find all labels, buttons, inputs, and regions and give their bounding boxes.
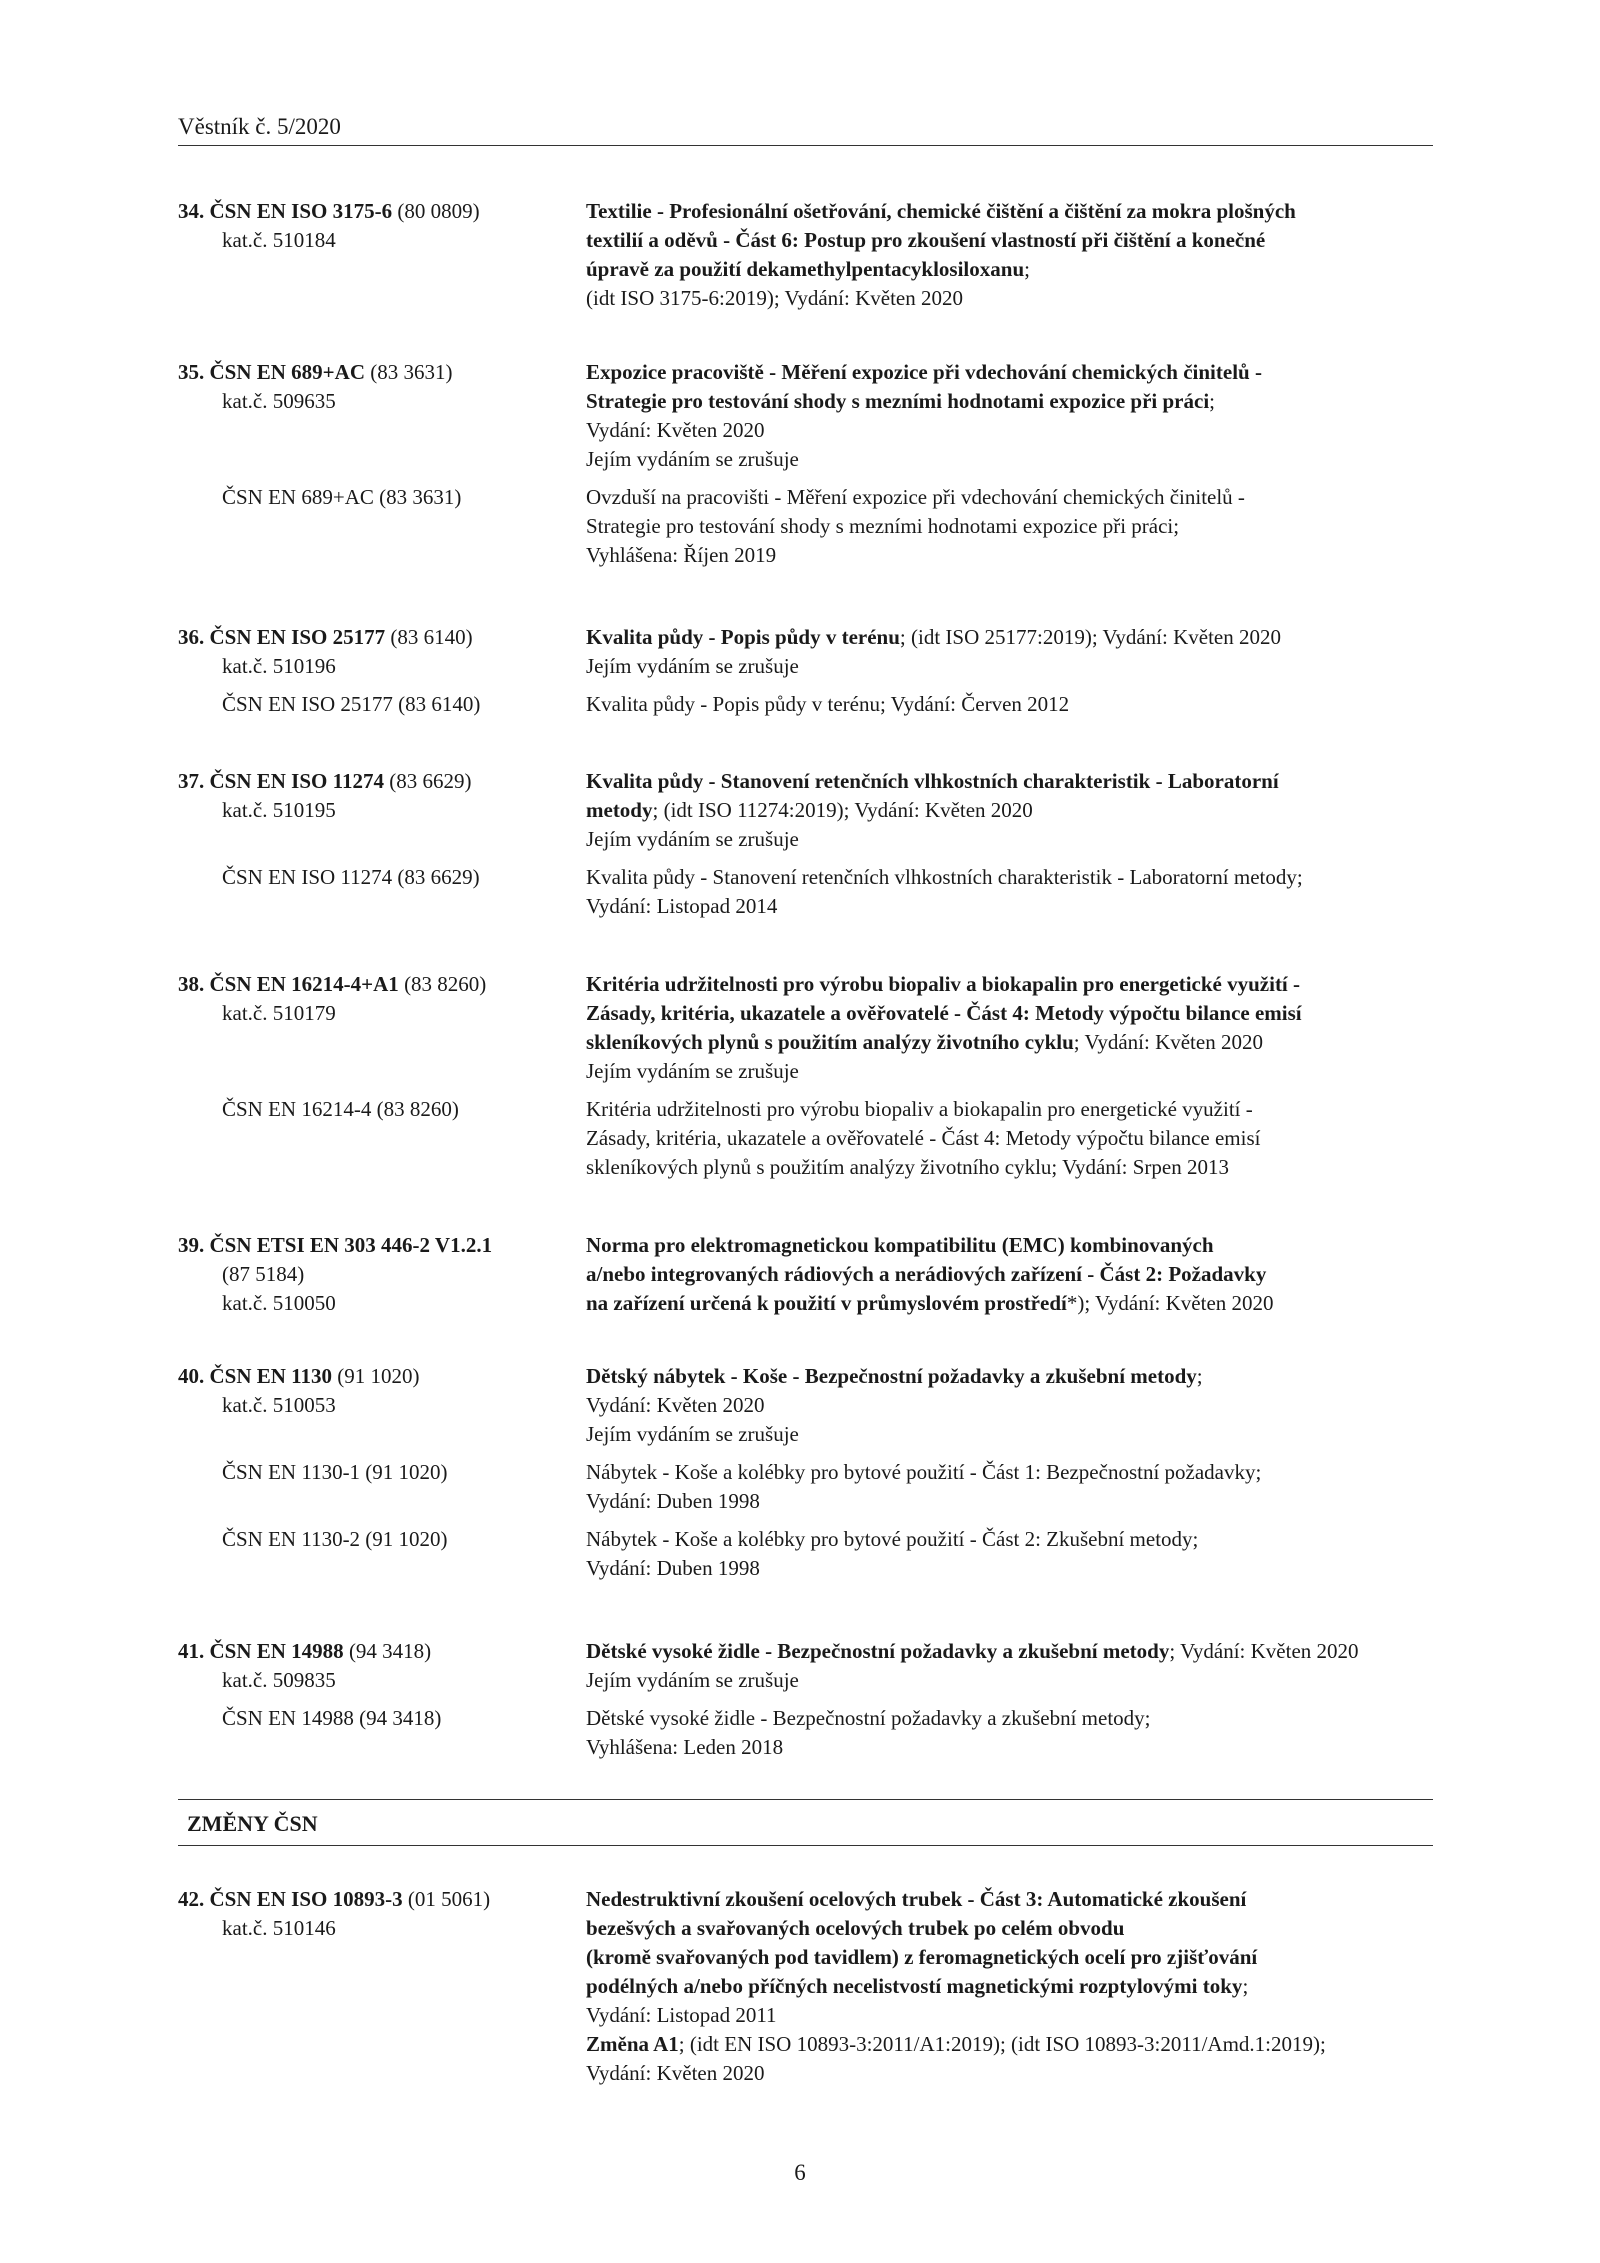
cancelled-standard-code: ČSN EN 1130-1 (91 1020) bbox=[222, 1460, 448, 1484]
entry-42: 42. ČSN EN ISO 10893-3 (01 5061) kat.č. 510146 Nedestruktivní zkoušení ocelových trubek - Část 3: Automatické zkoušení bezešvých a svařovaných ocelových trubek po celém obvodu (kromě svařovaných pod tavidlem) z feromagnetických ocelí pro zjišťování podélných a/nebo příčných necelistvostí magnetickými rozptylovými toky; Vydání: Listopad 2011 Změna A1; (idt EN ISO 10893-3:2011/A1:2019); (idt ISO 10893-3:2011/Amd.1:2019); Vydání: Květen 2020 bbox=[178, 1885, 1438, 2088]
cancelled-standard-title: Nábytek - Koše a kolébky pro bytové použití - Část 2: Zkušební metody; bbox=[586, 1527, 1199, 1551]
standard-title: bezešvých a svařovaných ocelových trubek po celém obvodu bbox=[586, 1916, 1125, 1940]
standard-title: Kritéria udržitelnosti pro výrobu biopaliv a biokapalin pro energetické využití - bbox=[586, 972, 1301, 996]
standard-title: Expozice pracoviště - Měření expozice při vdechování chemických činitelů - bbox=[586, 360, 1262, 384]
cancels-label: Jejím vydáním se zrušuje bbox=[586, 1422, 799, 1446]
cancelled-standard-title: Strategie pro testování shody s mezními hodnotami expozice při práci; bbox=[586, 514, 1180, 538]
classification: (80 0809) bbox=[392, 199, 480, 223]
issue-date: Vydání: Listopad 2011 bbox=[586, 2003, 777, 2027]
standard-code: ČSN EN 689+AC bbox=[209, 360, 365, 384]
cancelled-standard-title: Zásady, kritéria, ukazatele a ověřovatelé - Část 4: Metody výpočtu bilance emisí bbox=[586, 1126, 1261, 1150]
cancels-label: Jejím vydáním se zrušuje bbox=[586, 654, 799, 678]
announced-date: Vyhlášena: Říjen 2019 bbox=[586, 543, 777, 567]
cancelled-standard-code: ČSN EN 1130-2 (91 1020) bbox=[222, 1527, 448, 1551]
entry-number: 34. bbox=[178, 199, 205, 223]
classification: (01 5061) bbox=[402, 1887, 491, 1911]
cancelled-standard-title: Ovzduší na pracovišti - Měření expozice při vdechování chemických činitelů - bbox=[586, 485, 1245, 509]
entry-number: 38. bbox=[178, 972, 205, 996]
classification: (87 5184) bbox=[222, 1262, 305, 1286]
catalog-number: kat.č. 509835 bbox=[222, 1668, 336, 1692]
issue-date: Vydání: Květen 2020 bbox=[586, 418, 765, 442]
standard-info: ; (idt ISO 11274:2019); Vydání: Květen 2020 bbox=[652, 798, 1033, 822]
header-rule bbox=[178, 145, 1433, 146]
catalog-number: kat.č. 510196 bbox=[222, 654, 336, 678]
catalog-number: kat.č. 510184 bbox=[222, 228, 336, 252]
standard-title: na zařízení určená k použití v průmyslovém prostředí bbox=[586, 1291, 1067, 1315]
cancels-label: Jejím vydáním se zrušuje bbox=[586, 1668, 799, 1692]
entry-37 bbox=[178, 767, 1438, 921]
standard-info: ; Vydání: Květen 2020 bbox=[1073, 1030, 1263, 1054]
issue-date: Vydání: Květen 2020 bbox=[586, 1393, 765, 1417]
issue-date: Vydání: Duben 1998 bbox=[586, 1489, 760, 1513]
standard-code: ČSN EN ISO 25177 bbox=[209, 625, 386, 649]
entry-38 bbox=[178, 970, 1438, 1182]
classification: (83 3631) bbox=[364, 360, 453, 384]
standard-info: ; bbox=[1024, 257, 1030, 281]
standard-title: Nedestruktivní zkoušení ocelových trubek - Část 3: Automatické zkoušení bbox=[586, 1887, 1247, 1911]
standard-title: metody bbox=[586, 798, 653, 822]
standard-code: ČSN EN 14988 bbox=[209, 1639, 344, 1663]
cancelled-standard-code: ČSN EN 689+AC (83 3631) bbox=[222, 485, 462, 509]
classification: (83 6629) bbox=[383, 769, 472, 793]
journal-title: Věstník č. 5/2020 bbox=[178, 114, 341, 139]
standard-title: úpravě za použití dekamethylpentacyklosiloxanu bbox=[586, 257, 1025, 281]
cancelled-standard-code: ČSN EN 16214-4 (83 8260) bbox=[222, 1097, 459, 1121]
standard-code: ČSN EN ISO 3175-6 bbox=[209, 199, 393, 223]
cancelled-standard-title: Nábytek - Koše a kolébky pro bytové použití - Část 1: Bezpečnostní požadavky; bbox=[586, 1460, 1262, 1484]
section-title: ZMĚNY ČSN bbox=[187, 1811, 318, 1836]
entry-39 bbox=[178, 1231, 1438, 1318]
cancelled-standard-title: Dětské vysoké židle - Bezpečnostní požadavky a zkušební metody; bbox=[586, 1706, 1151, 1730]
standard-title: (kromě svařovaných pod tavidlem) z feromagnetických ocelí pro zjišťování bbox=[586, 1945, 1258, 1969]
standard-info: ; Vydání: Květen 2020 bbox=[1169, 1639, 1359, 1663]
standard-title: Strategie pro testování shody s mezními hodnotami expozice při práci bbox=[586, 389, 1210, 413]
standard-title: Zásady, kritéria, ukazatele a ověřovatelé - Část 4: Metody výpočtu bilance emisí bbox=[586, 1001, 1302, 1025]
section-rule-bottom bbox=[178, 1845, 1433, 1846]
standard-code: ČSN EN ISO 10893-3 bbox=[209, 1887, 403, 1911]
standard-title: Dětské vysoké židle - Bezpečnostní požadavky a zkušební metody bbox=[586, 1639, 1170, 1663]
cancelled-standard-title: Kvalita půdy - Popis půdy v terénu; Vydání: Červen 2012 bbox=[586, 692, 1070, 716]
standard-info: ; (idt ISO 25177:2019); Vydání: Květen 2020 bbox=[899, 625, 1281, 649]
standard-title: skleníkových plynů s použitím analýzy životního cyklu bbox=[586, 1030, 1074, 1054]
standard-code: ČSN EN 16214-4+A1 bbox=[209, 972, 399, 996]
issue-date: Vydání: Listopad 2014 bbox=[586, 894, 778, 918]
classification: (83 6140) bbox=[385, 625, 473, 649]
standard-title: Norma pro elektromagnetickou kompatibilitu (EMC) kombinovaných bbox=[586, 1233, 1214, 1257]
classification: (94 3418) bbox=[343, 1639, 432, 1663]
standard-title: a/nebo integrovaných rádiových a nerádiových zařízení - Část 2: Požadavky bbox=[586, 1262, 1267, 1286]
catalog-number: kat.č. 510053 bbox=[222, 1393, 336, 1417]
section-rule-top bbox=[178, 1799, 1433, 1800]
cancelled-standard-code: ČSN EN ISO 25177 (83 6140) bbox=[222, 692, 481, 716]
catalog-number: kat.č. 510179 bbox=[222, 1001, 336, 1025]
standard-code: ČSN ETSI EN 303 446-2 V1.2.1 bbox=[209, 1233, 493, 1257]
cancels-label: Jejím vydáním se zrušuje bbox=[586, 1059, 799, 1083]
catalog-number: kat.č. 510195 bbox=[222, 798, 336, 822]
standard-title: Kvalita půdy - Stanovení retenčních vlhkostních charakteristik - Laboratorní bbox=[586, 769, 1279, 793]
entry-35: 35. ČSN EN 689+AC (83 3631) kat.č. 509635 Expozice pracoviště - Měření expozice při vdechování chemických činitelů - Strategie pro testování shody s mezními hodnotami expozice při práci; Vydání: Květen 2020 Jejím vydáním se zrušuje ČSN EN 689+AC (83 3631) Ovzduší na pracovišti - Měření expozice při vdechování chemických činitelů - Strategie pro testování shody s mezními hodnotami expozice při práci; Vyhlášena: Říjen 2019 bbox=[178, 358, 1438, 570]
entry-40: 40. ČSN EN 1130 (91 1020) kat.č. 510053 Dětský nábytek - Koše - Bezpečnostní požadavky a zkušební metody; Vydání: Květen 2020 Jejím vydáním se zrušuje ČSN EN 1130-1 (91 1020) Nábytek - Koše a kolébky pro bytové použití - Část 1: Bezpečnostní požadavky; Vydání: Duben 1998 ČSN EN 1130-2 (91 1020) Nábytek - Koše a kolébky pro bytové použití - Část 2: Zkušební metody; Vydání: Duben 1998 bbox=[178, 1362, 1438, 1583]
standard-info: (idt ISO 3175-6:2019); Vydání: Květen 2020 bbox=[586, 286, 963, 310]
issue-date: Vydání: Květen 2020 bbox=[586, 2061, 765, 2085]
cancels-label: Jejím vydáním se zrušuje bbox=[586, 447, 799, 471]
entry-36 bbox=[178, 623, 1438, 719]
standard-code: ČSN EN 1130 bbox=[209, 1364, 333, 1388]
standard-title: podélných a/nebo příčných necelistvostí magnetickými rozptylovými toky bbox=[586, 1974, 1243, 1998]
standard-title: Textilie - Profesionální ošetřování, chemické čištění a čištění za mokra plošných bbox=[586, 199, 1296, 223]
standard-title: Dětský nábytek - Koše - Bezpečnostní požadavky a zkušební metody bbox=[586, 1364, 1197, 1388]
amendment-info: ; (idt EN ISO 10893-3:2011/A1:2019); (idt ISO 10893-3:2011/Amd.1:2019); bbox=[678, 2032, 1326, 2056]
classification: (83 8260) bbox=[398, 972, 487, 996]
announced-date: Vyhlášena: Leden 2018 bbox=[586, 1735, 784, 1759]
entry-number: 41. bbox=[178, 1639, 205, 1663]
cancelled-standard-code: ČSN EN 14988 (94 3418) bbox=[222, 1706, 442, 1730]
catalog-number: kat.č. 509635 bbox=[222, 389, 336, 413]
entry-34 bbox=[178, 197, 1438, 313]
amendment-label: Změna A1 bbox=[586, 2032, 679, 2056]
classification: (91 1020) bbox=[332, 1364, 420, 1388]
entry-number: 37. bbox=[178, 769, 205, 793]
cancels-label: Jejím vydáním se zrušuje bbox=[586, 827, 799, 851]
standard-title: Kvalita půdy - Popis půdy v terénu bbox=[586, 625, 900, 649]
entry-number: 42. bbox=[178, 1887, 205, 1911]
cancelled-standard-title: Kritéria udržitelnosti pro výrobu biopaliv a biokapalin pro energetické využití - bbox=[586, 1097, 1253, 1121]
standard-info: *); Vydání: Květen 2020 bbox=[1066, 1291, 1274, 1315]
cancelled-standard-title: skleníkových plynů s použitím analýzy životního cyklu; Vydání: Srpen 2013 bbox=[586, 1155, 1229, 1179]
catalog-number: kat.č. 510050 bbox=[222, 1291, 336, 1315]
entry-number: 35. bbox=[178, 360, 205, 384]
entry-number: 39. bbox=[178, 1233, 205, 1257]
cancelled-standard-title: Kvalita půdy - Stanovení retenčních vlhkostních charakteristik - Laboratorní metody; bbox=[586, 865, 1303, 889]
standard-title: textilií a oděvů - Část 6: Postup pro zkoušení vlastností při čištění a konečné bbox=[586, 228, 1266, 252]
page-number: 6 bbox=[794, 2160, 806, 2185]
standard-code: ČSN EN ISO 11274 bbox=[209, 769, 384, 793]
cancelled-standard-code: ČSN EN ISO 11274 (83 6629) bbox=[222, 865, 480, 889]
entry-number: 36. bbox=[178, 625, 205, 649]
issue-date: Vydání: Duben 1998 bbox=[586, 1556, 760, 1580]
entry-41 bbox=[178, 1637, 1438, 1762]
catalog-number: kat.č. 510146 bbox=[222, 1916, 336, 1940]
entry-number: 40. bbox=[178, 1364, 205, 1388]
